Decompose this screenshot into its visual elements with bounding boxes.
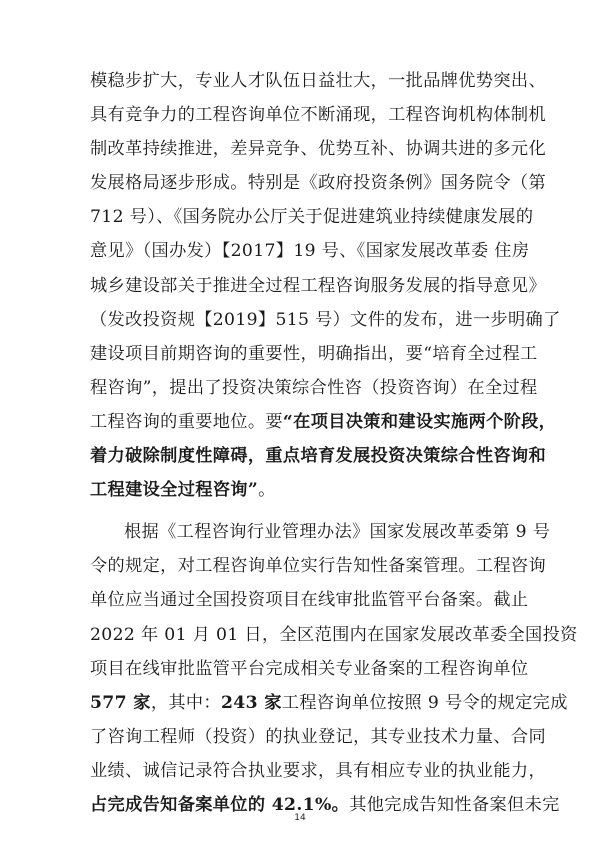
text-line-bold: 着力破除制度性障碍，重点培育发展投资决策综合性咨询和 bbox=[90, 446, 546, 466]
text-line: 712 号）、《国务院办公厅关于促进建筑业持续健康发展的 bbox=[90, 207, 534, 227]
text-line: 发展格局逐步形成。特别是《政府投资条例》国务院令（第 bbox=[90, 173, 546, 193]
text-line: 令的规定，对工程咨询单位实行告知性备案管理。工程咨询 bbox=[90, 556, 546, 576]
text-line: （发改投资规【2019】515 号）文件的发布，进一步明确了 bbox=[90, 310, 561, 330]
text-line bbox=[90, 480, 520, 500]
text-line: 模稳步扩大，专业人才队伍日益壮大，一批品牌优势突出、 bbox=[90, 71, 546, 91]
emphasis-run: 占完成告知备案单位的 42.1%。 bbox=[90, 795, 350, 815]
text-line: 2022 年 01 月 01 日，全区范围内在国家发展改革委全国投资 bbox=[90, 625, 578, 645]
emphasis-run: “在项目决策和建设实施两个阶段， bbox=[282, 412, 557, 432]
text-line: 了咨询工程师（投资）的执业登记，其专业技术力量、合同 bbox=[90, 727, 546, 747]
text-line: 制改革持续推进，差异竞争、优势互补、协调共进的多元化 bbox=[90, 139, 546, 159]
emphasis-run: 577 家 bbox=[90, 693, 151, 713]
text-run: 。 bbox=[258, 480, 276, 500]
text-line bbox=[90, 693, 568, 713]
emphasis-run: 243 家 bbox=[220, 693, 282, 713]
text-line: 根据《工程咨询行业管理办法》国家发展改革委第 9 号 bbox=[124, 522, 551, 542]
text-line: 城乡建设部关于推进全过程工程咨询服务发展的指导意见》 bbox=[90, 276, 546, 296]
text-line bbox=[90, 412, 557, 432]
text-run: 其他完成告知性备案但未完 bbox=[349, 795, 560, 815]
emphasis-run: 工程建设全过程咨询” bbox=[90, 480, 259, 500]
text-line: 意见》（国办发）【2017】19 号、《国家发展改革委 住房 bbox=[90, 241, 530, 261]
text-line: 程咨询”，提出了投资决策综合性咨（投资咨询）在全过程 bbox=[90, 378, 538, 398]
text-line: 单位应当通过全国投资项目在线审批监管平台备案。截止 bbox=[90, 590, 529, 610]
text-run: 工程咨询的重要地位。要 bbox=[90, 412, 283, 432]
text-line bbox=[90, 795, 560, 815]
text-line: 项目在线审批监管平台完成相关专业备案的工程咨询单位 bbox=[90, 659, 529, 679]
text-run: 工程咨询单位按照 9 号令的规定完成 bbox=[281, 693, 568, 713]
text-line: 建设项目前期咨询的重要性，明确指出，要“培育全过程工 bbox=[90, 344, 538, 364]
text-run: ，其中： bbox=[150, 693, 221, 713]
text-line: 业绩、诚信记录符合执业要求，具有相应专业的执业能力， bbox=[90, 761, 546, 781]
page-number: 14 bbox=[294, 813, 306, 823]
text-line: 具有竞争力的工程咨询单位不断涌现，工程咨询机构体制机 bbox=[90, 105, 546, 125]
